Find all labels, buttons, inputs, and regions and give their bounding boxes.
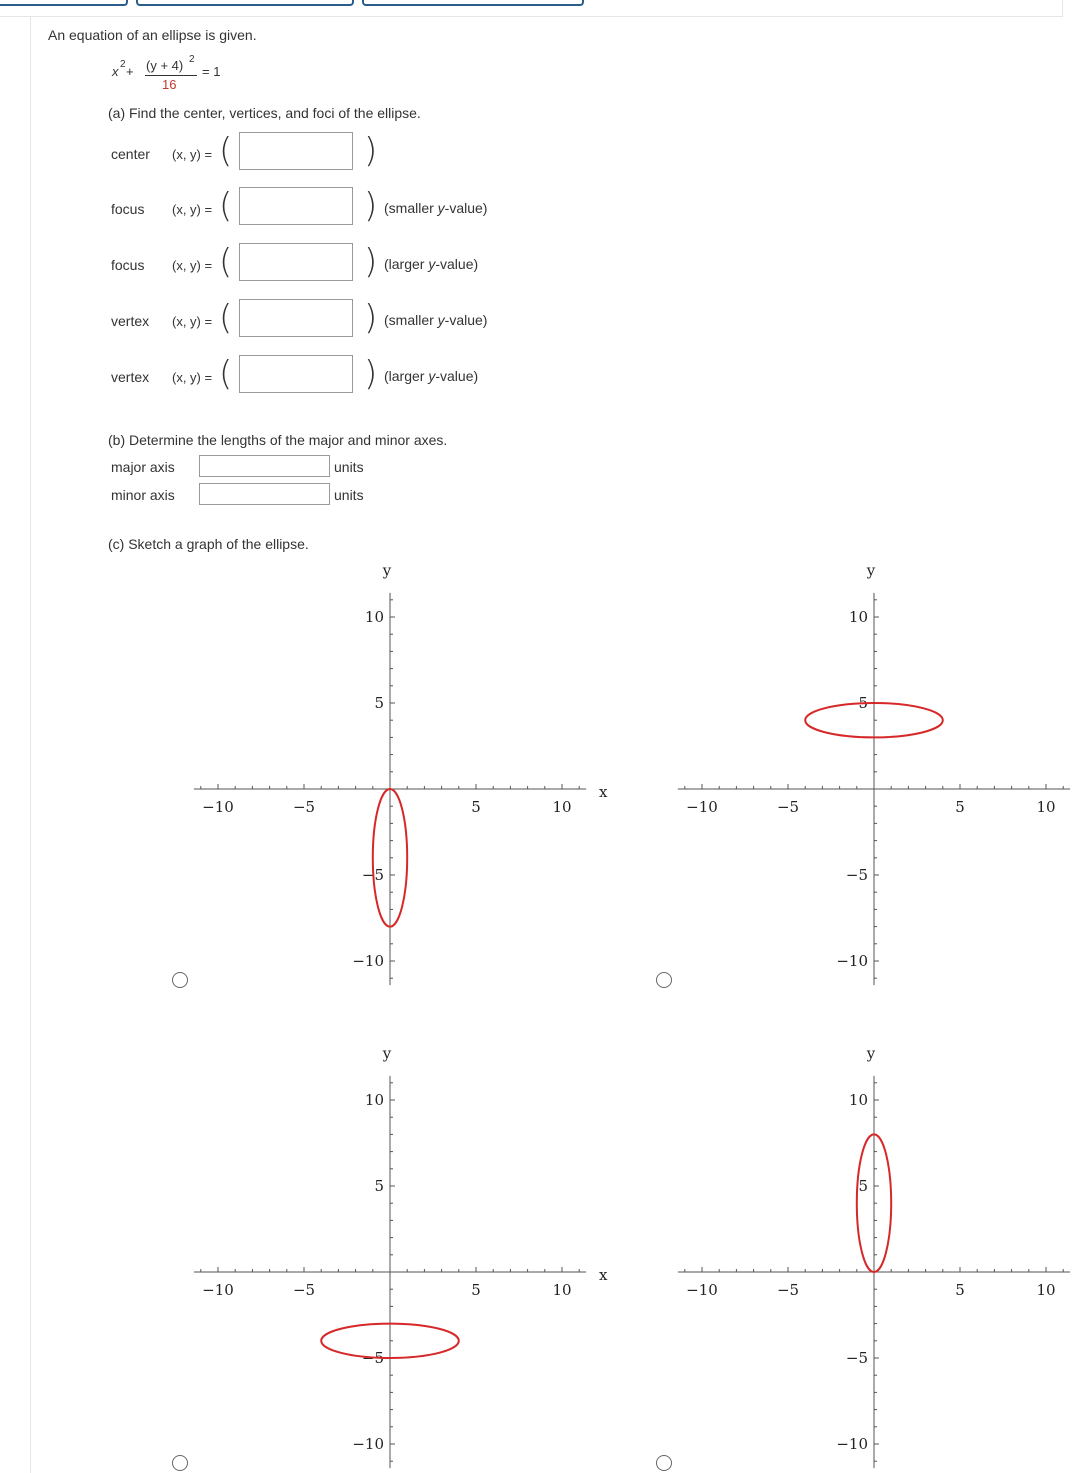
graph-option-3 [194, 1045, 608, 1468]
x-tick-label: −5 [776, 798, 800, 816]
x-tick-label: 10 [1036, 798, 1056, 816]
y-tick-label: −10 [836, 952, 868, 970]
open-paren: ( [219, 131, 233, 171]
y-tick-label: −5 [361, 866, 384, 884]
x-tick-label: −10 [202, 1281, 234, 1299]
part-a-prompt: (a) Find the center, vertices, and foci of the ellipse. [108, 105, 421, 121]
row-label: focus [111, 257, 145, 273]
x-tick-label: 5 [471, 1281, 481, 1299]
x-tick-label: 5 [955, 1281, 965, 1299]
y-tick-label: 5 [858, 694, 868, 712]
row-note: (larger y-value) [384, 256, 479, 272]
x-tick-label: 10 [552, 1281, 572, 1299]
row-label: center [111, 146, 150, 162]
y-tick-label: 5 [374, 1177, 384, 1195]
eq-x: x [112, 64, 119, 79]
close-paren: ) [364, 186, 378, 226]
row-label: vertex [111, 369, 150, 385]
y-tick-label: −5 [845, 1349, 868, 1367]
row-note: (smaller y-value) [384, 312, 488, 328]
eq-numerator: (y + 4) [146, 58, 184, 73]
open-paren: ( [219, 242, 233, 282]
x-axis-label: x [599, 783, 608, 801]
eq-rhs: = 1 [202, 64, 221, 79]
y-axis-label: y [866, 1044, 876, 1063]
x-axis-label: x [599, 1266, 608, 1284]
x-tick-label: −5 [776, 1281, 800, 1299]
close-paren: ) [364, 242, 378, 282]
x-tick-label: −5 [292, 798, 316, 816]
row-label: vertex [111, 313, 150, 329]
major-axis-label: major axis [111, 459, 175, 475]
graph-option-3-radio[interactable] [172, 1455, 188, 1471]
x-tick-label: 10 [1036, 1281, 1056, 1299]
close-paren: ) [364, 298, 378, 338]
graph-option-1 [194, 562, 608, 985]
part-c-prompt: (c) Sketch a graph of the ellipse. [108, 536, 309, 552]
minor-axis-label: minor axis [111, 487, 175, 503]
xy-label: (x, y) = [172, 370, 213, 385]
xy-label: (x, y) = [172, 258, 213, 273]
x-tick-label: −10 [686, 1281, 718, 1299]
eq-denominator: 16 [162, 77, 177, 92]
close-paren: ) [364, 354, 378, 394]
y-tick-label: −5 [361, 1349, 384, 1367]
open-paren: ( [219, 354, 233, 394]
open-paren: ( [219, 298, 233, 338]
problem-intro: An equation of an ellipse is given. [48, 27, 257, 43]
graph-option-1-radio[interactable] [172, 972, 188, 988]
y-tick-label: −10 [352, 952, 384, 970]
row-label: focus [111, 201, 145, 217]
eq-x-exponent: 2 [120, 59, 126, 70]
y-tick-label: −5 [845, 866, 868, 884]
y-tick-label: 10 [364, 608, 384, 626]
eq-plus: + [126, 64, 134, 79]
xy-label: (x, y) = [172, 314, 213, 329]
major-axis-units: units [334, 459, 364, 475]
x-tick-label: −10 [202, 798, 234, 816]
y-tick-label: 5 [374, 694, 384, 712]
minor-axis-units: units [334, 487, 364, 503]
row-note: (larger y-value) [384, 368, 479, 384]
close-paren: ) [364, 131, 378, 171]
x-tick-label: 10 [552, 798, 572, 816]
row-note: (smaller y-value) [384, 200, 488, 216]
y-tick-label: −10 [352, 1435, 384, 1453]
xy-label: (x, y) = [172, 202, 213, 217]
open-paren: ( [219, 186, 233, 226]
y-tick-label: −10 [836, 1435, 868, 1453]
y-tick-label: 10 [364, 1091, 384, 1109]
xy-label: (x, y) = [172, 147, 213, 162]
y-axis-label: y [382, 561, 392, 580]
eq-numerator-exponent: 2 [189, 54, 195, 65]
graph-option-4-radio[interactable] [656, 1455, 672, 1471]
part-b-prompt: (b) Determine the lengths of the major and minor axes. [108, 432, 448, 448]
y-tick-label: 10 [848, 608, 868, 626]
y-axis-label: y [866, 561, 876, 580]
x-tick-label: 5 [955, 798, 965, 816]
y-axis-label: y [382, 1044, 392, 1063]
graph-option-2-radio[interactable] [656, 972, 672, 988]
x-tick-label: 5 [471, 798, 481, 816]
graph-option-2 [678, 562, 1070, 985]
x-tick-label: −5 [292, 1281, 316, 1299]
y-tick-label: 10 [848, 1091, 868, 1109]
graph-option-4 [678, 1045, 1070, 1468]
x-tick-label: −10 [686, 798, 718, 816]
y-tick-label: 5 [858, 1177, 868, 1195]
